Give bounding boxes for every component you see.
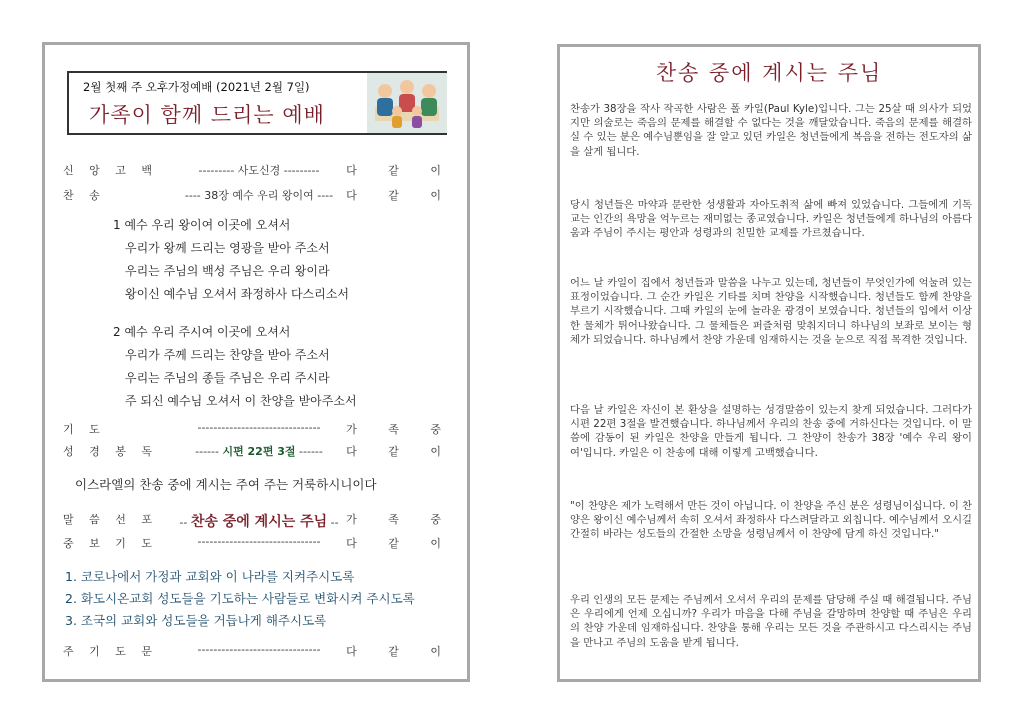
hymn-v2-line: 우리가 주께 드리는 찬양을 받아 주소서 [125, 348, 330, 362]
hymn-v1-line: 우리는 주님의 백성 주님은 우리 왕이라 [125, 264, 330, 278]
reading-reference: 시편 22편 3절 [222, 445, 296, 458]
worship-order-page: 2월 첫째 주 오후가정예배 (2021년 2월 7일) 가족이 함께 드리는 예배 신 앙 고 백 --------- 사도신경 --------- 다 같 이 찬 송 ---- 38장 예수 우리 왕이여 ---- 다 같 이 1 예수 우리 왕이여 이곳에 오셔서 우리가 왕께 드리는 영광을 받아 주소서 우리는 주님의 백성 주님은 우리 왕이라 왕이신 예수님 오셔서 좌정하사 다스리소서 2 예수 우리 주시여 이곳에 오셔서 우리가 주께 드리는 찬양을 받아 주소서 우리는 주님의 종들 주님은 우리 주시라 주 되신 예수님 오셔서 이 찬양을 받아주소서 기 도 ------------------------------- 가 족 중 성 경 봉 독 ------ 시편 22편 3절 ------ 다 같 이 이스라엘의 찬송 중에 계시는 주여 주는 거룩하시니이다 말 씀 선 포 -- 찬송 중에 계시는 주님 -- 가 족 중 중 보 기 도 ------------------------------- 다 같 이 1. 코로나에서 가정과 교회와 이 나라를 지켜주시도록 2. 화도시온교회 성도들을 기도하는 사람들로 변화시켜 주시도록 3. 조국의 교회와 성도들을 거듭나게 해주시도록 주 기 도 문 ------------------------------- 다 같 이 [42, 42, 470, 682]
hymn-v2-line: 주 되신 예수님 오셔서 이 찬양을 받아주소서 [125, 394, 357, 408]
hymn-v1-line: 1 예수 우리 왕이여 이곳에 오셔서 [113, 218, 291, 232]
paragraph: 우리 인생의 모든 문제는 주님께서 오셔서 우리의 문제를 담당해 주실 때 해결됩니다. 주님은 우리에게 언제 오십니까? 우리가 마음을 다해 주님을 갈망하며 찬양할 때 주님은 우리의 찬양 가운데 임재하십니다. 찬양을 통해 우리는 모든 것을 주관하시고 다스리시는 주님을 만나고 주님의 도움을 받게 됩니다. [570, 594, 972, 649]
header-box [67, 71, 447, 135]
hymn-v1-line: 우리가 왕께 드리는 영광을 받아 주소서 [125, 241, 330, 255]
sermon-page [557, 44, 981, 682]
prayer-item: 2. 화도시온교회 성도들을 기도하는 사람들로 변화시켜 주시도록 [65, 591, 415, 606]
prayer-item: 1. 코로나에서 가정과 교회와 이 나라를 지켜주시도록 [65, 569, 355, 584]
hymn-v2-line: 우리는 주님의 종들 주님은 우리 주시라 [125, 371, 330, 385]
paragraph: "이 찬양은 제가 노력해서 만든 것이 아닙니다. 이 찬양을 주신 분은 성령님이십니다. 이 찬양은 왕이신 예수님께서 속히 오셔서 좌정하사 다스려달라고 외칩니다. 예수님께서 오시길 간절히 바라는 성도들의 간절한 소망을 성령님께서 이 찬양에 담게 하신 것입니다." [570, 500, 972, 541]
hymn-v1-line: 왕이신 예수님 오셔서 좌정하사 다스리소서 [125, 287, 349, 301]
paragraph: 당시 청년들은 마약과 문란한 성생활과 자아도취적 삶에 빠져 있었습니다. 그들에게 기독교는 인간의 욕망을 억누르는 재미없는 종교였습니다. 카일은 청년들에게 하나님의 아름다움과 주님이 주시는 평안과 성령과의 친밀한 교제를 가르쳤습니다. [570, 199, 972, 240]
worship-title: 가족이 함께 드리는 예배 [89, 103, 325, 127]
sermon-title: 찬송 중에 계시는 주님 [190, 514, 328, 530]
paragraph: 다음 날 카일은 자신이 본 환상을 설명하는 성경말씀이 있는지 찾게 되었습니다. 그러다가 시편 22편 3절을 발견했습니다. 하나님께서 우리의 찬송 중에 거하신다는 것입니다. 이 말씀에 감동이 된 카일은 찬양을 만들게 됩니다. 그 찬양이 찬송가 38장 '예수 우리 왕이여'입니다. 카일은 이 찬송에 대해 이렇게 고백했습니다. [570, 404, 972, 459]
sermon-page-title: 찬송 중에 계시는 주님 [655, 61, 883, 85]
family-illustration [367, 73, 447, 133]
paragraph: 어느 날 카일이 집에서 청년들과 말씀을 나누고 있는데, 청년들이 무엇인가에 억눌려 있는 표정이었습니다. 그 순간 카일은 기타를 치며 찬양을 시작했습니다. 청년들도 함께 찬양을 부르기 시작했습니다. 그때 카일의 눈에 놀라운 광경이 보였습니다. 청년들의 입에서 이상한 물체가 튀어나왔습니다. 그 물체들은 퍼즐처럼 맞춰지더니 하나님의 보좌로 보이는 형체가 되었습니다. 하나님께서 찬양 가운데 임재하시는 것을 눈으로 직접 목격한 것입니다. [570, 277, 972, 346]
prayer-item: 3. 조국의 교회와 성도들을 거듭나게 해주시도록 [65, 613, 327, 628]
scripture-text: 이스라엘의 찬송 중에 계시는 주여 주는 거룩하시니이다 [75, 477, 377, 492]
date-line: 2월 첫째 주 오후가정예배 (2021년 2월 7일) [83, 80, 310, 94]
hymn-v2-line: 2 예수 우리 주시여 이곳에 오셔서 [113, 325, 291, 339]
paragraph: 찬송가 38장을 작사 작곡한 사람은 폴 카일(Paul Kyle)입니다. 그는 25살 때 의사가 되었지만 의술로는 죽음의 문제를 해결할 수 없다는 것을 깨달았습니다. 죽음의 문제를 해결하실 수 있는 분은 예수님뿐임을 잘 알고 있던 카일은 청년들에게 복음을 전하는 전도자의 삶을 살게 됩니다. [570, 103, 972, 158]
